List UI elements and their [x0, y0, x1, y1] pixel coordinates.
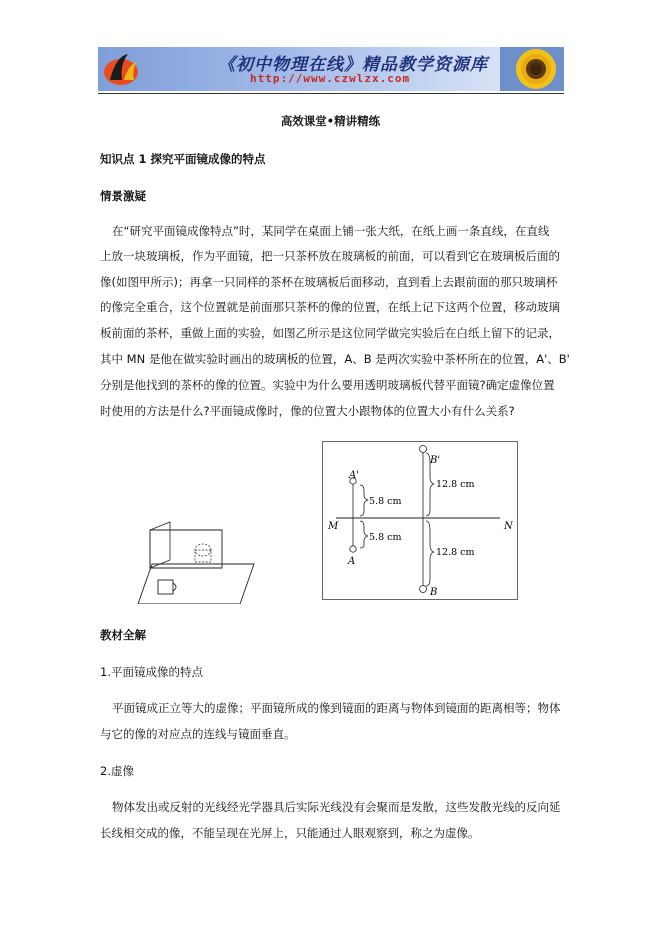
- paragraph-line: 上放一块玻璃板，作为平面镜，把一只茶杯放在玻璃板的前面，可以看到它在玻璃板后面的: [100, 249, 560, 263]
- logo-icon: [102, 50, 140, 88]
- label-a-prime: A': [349, 470, 359, 481]
- paragraph-line: 平面镜成正立等大的虚像；平面镜所成的像到镜面的距离与物体到镜面的距离相等；物体: [112, 701, 561, 715]
- sunflower-icon: [500, 47, 564, 91]
- distance-label: 12.8 cm: [436, 547, 475, 558]
- item-title: 1.平面镜成像的特点: [100, 665, 203, 679]
- distance-label: 12.8 cm: [436, 479, 475, 490]
- banner-url: http://www.czwlzx.com: [250, 72, 411, 85]
- distance-label: 5.8 cm: [369, 496, 402, 507]
- paragraph-line: 长线相交成的像，不能呈现在光屏上，只能通过人眼观察到，称之为虚像。: [100, 826, 480, 840]
- point-a: [350, 546, 356, 552]
- paragraph-line: 像(如图甲所示)；再拿一只同样的茶杯在玻璃板后面移动，直到看上去跟前面的那只玻璃杯: [100, 275, 558, 289]
- paragraph-line: 板前面的茶杯，重做上面的实验，如图乙所示是这位同学做完实验后在白纸上留下的记录，: [100, 326, 560, 340]
- page-title: 高效课堂•精讲精练: [280, 114, 381, 128]
- header-divider: [98, 93, 564, 94]
- paragraph-line: 的像完全重合，这个位置就是前面那只茶杯的像的位置，在纸上记下这两个位置，移动玻璃: [100, 300, 560, 314]
- paragraph-line: 时使用的方法是什么?平面镜成像时，像的位置大小跟物体的位置大小有什么关系?: [100, 404, 515, 418]
- paragraph-line: 其中 MN 是他在做实验时画出的玻璃板的位置，A、B 是两次实验中茶杯所在的位置，A'、B': [100, 352, 570, 366]
- textbook-heading: 教材全解: [100, 628, 146, 642]
- distance-label: 5.8 cm: [369, 532, 402, 543]
- record-figure: [322, 441, 518, 600]
- label-m: M: [328, 521, 339, 532]
- label-a: A: [348, 556, 356, 567]
- label-b: B: [430, 587, 438, 598]
- paragraph-line: 物体发出或反射的光线经光学器具后实际光线没有会聚而是发散，这些发散光线的反向延: [112, 800, 561, 814]
- item-title: 2.虚像: [100, 764, 134, 778]
- scenario-heading: 情景激疑: [100, 189, 146, 203]
- label-b-prime: B': [430, 455, 441, 466]
- label-n: N: [504, 521, 513, 532]
- point-b: [420, 586, 427, 593]
- paragraph-line: 在“研究平面镜成像特点”时，某同学在桌面上铺一张大纸，在纸上画一条直线，在直线: [112, 224, 550, 238]
- glass-plate-figure: [118, 520, 258, 604]
- paragraph-line: 分别是他找到的茶杯的像的位置。实验中为什么要用透明玻璃板代替平面镜?确定虚像位置: [100, 378, 555, 392]
- paragraph-line: 与它的像的对应点的连线与镜面垂直。: [100, 727, 296, 741]
- knowledge-point-heading: 知识点 1 探究平面镜成像的特点: [100, 152, 266, 166]
- point-b-prime: [420, 446, 427, 453]
- banner-title: 《初中物理在线》精品教学资源库: [218, 55, 488, 75]
- header-banner: [98, 47, 564, 91]
